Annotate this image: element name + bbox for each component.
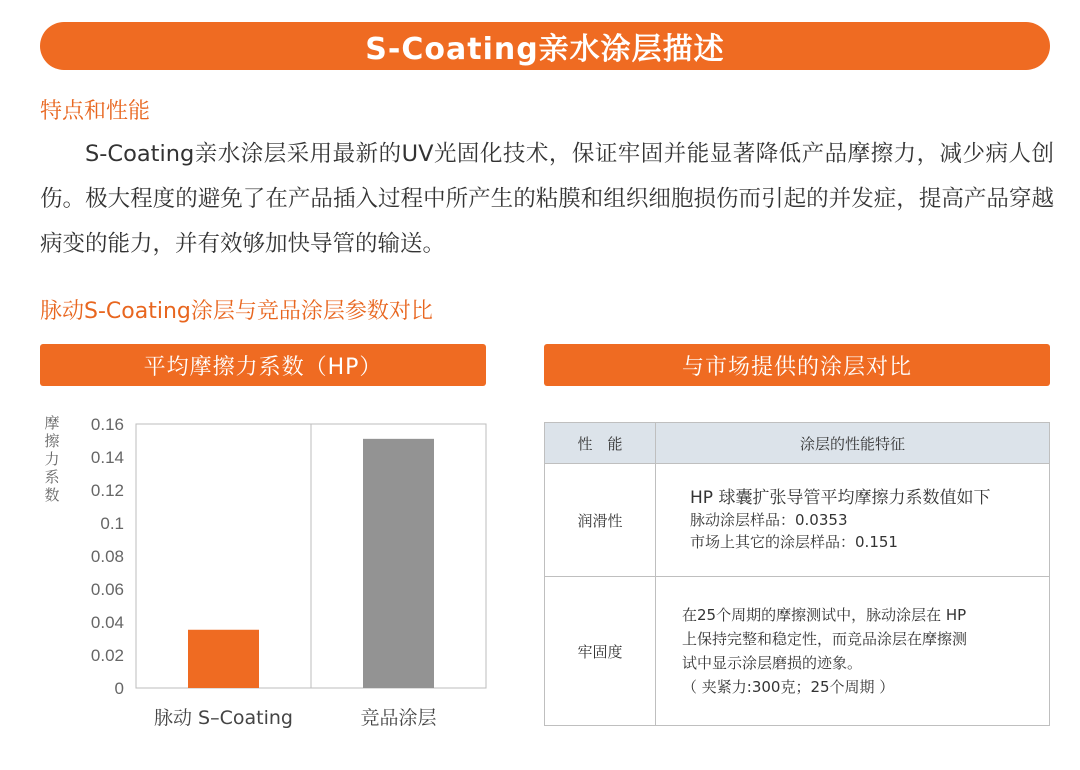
desc-line: 在25个周期的摩擦测试中，脉动涂层在 HP xyxy=(682,606,967,624)
desc-line: HP 球囊扩张导管平均摩擦力系数值如下 xyxy=(690,488,991,508)
table-header-row xyxy=(545,423,1050,464)
table-header-feature: 涂层的性能特征 xyxy=(656,423,1050,464)
page-banner: S-Coating亲水涂层描述 xyxy=(40,22,1050,70)
y-axis-label-char: 擦 xyxy=(44,432,60,450)
desc-line: （ 夹紧力:300克；25个周期 ） xyxy=(682,678,895,696)
bar-competitor xyxy=(363,439,434,688)
features-heading: 特点和性能 xyxy=(40,99,151,124)
y-tick-label: 0 xyxy=(114,679,124,698)
comparison-heading: 脉动S-Coating涂层与竞品涂层参数对比 xyxy=(40,299,433,324)
y-tick-label: 0.02 xyxy=(90,646,124,665)
desc-line: 上保持完整和稳定性，而竞品涂层在摩擦测 xyxy=(682,630,968,648)
x-category-label: 脉动 S–Coating xyxy=(154,707,293,729)
friction-chart-title: 平均摩擦力系数（HP） xyxy=(40,344,486,386)
comparison-table-title: 与市场提供的涂层对比 xyxy=(544,344,1050,386)
desc-line: 试中显示涂层磨损的迹象。 xyxy=(682,654,863,672)
y-tick-label: 0.08 xyxy=(90,547,124,566)
x-category-label: 竞品涂层 xyxy=(360,707,437,729)
features-paragraph: S-Coating亲水涂层采用最新的UV光固化技术，保证牢固并能显著降低产品摩擦力，减少病人创伤。极大程度的避免了在产品插入过程中所产生的粘膜和组织细胞损伤而引起的并发症，提高产品穿越病变的能力，并有效够加快导管的输送。 xyxy=(40,141,1054,257)
y-tick-label: 0.14 xyxy=(90,448,124,467)
y-tick-label: 0.04 xyxy=(90,613,124,632)
row-desc-durability xyxy=(656,577,1050,726)
y-axis-label-char: 系 xyxy=(44,468,60,486)
friction-bar-chart xyxy=(30,400,500,740)
table-header-property: 性 能 xyxy=(545,423,656,464)
coating-comparison-table xyxy=(544,422,1050,726)
y-tick-label: 0.1 xyxy=(100,514,124,533)
table-row xyxy=(545,577,1050,726)
y-tick-label: 0.12 xyxy=(90,481,124,500)
y-tick-label: 0.16 xyxy=(90,415,124,434)
y-axis-label-char: 数 xyxy=(44,486,60,504)
table-row xyxy=(545,464,1050,577)
y-axis-label-char: 力 xyxy=(44,450,60,468)
bar-maidong xyxy=(188,630,259,688)
desc-line: 脉动涂层样品：0.0353 xyxy=(690,511,848,529)
y-axis-label-char: 摩 xyxy=(44,414,60,432)
row-name-durability: 牢固度 xyxy=(545,577,656,726)
desc-line: 市场上其它的涂层样品：0.151 xyxy=(690,533,898,551)
row-name-lubricity: 润滑性 xyxy=(545,464,656,577)
y-tick-label: 0.06 xyxy=(90,580,124,599)
row-desc-lubricity xyxy=(656,464,1050,577)
